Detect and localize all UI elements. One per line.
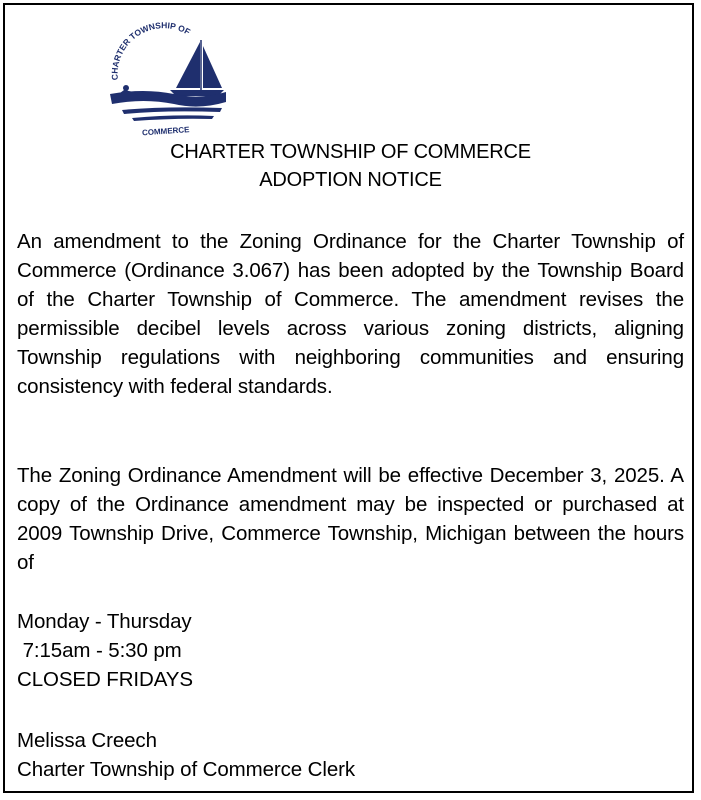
hours-days: Monday - Thursday (17, 610, 192, 633)
sailboat-jib-icon (203, 46, 222, 88)
sailboat-sail-icon (176, 42, 200, 88)
seal-bottom-text: COMMERCE (141, 125, 190, 138)
paragraph-effective-date: The Zoning Ordinance Amendment will be effective December 3, 2025. A copy of the Ordinance amendment may be inspected or purchased at 2009 Township Drive, Commerce Township, Michigan between the hours of (17, 464, 684, 574)
water-line-icon (122, 107, 222, 114)
notice-subtitle: ADOPTION NOTICE (259, 169, 442, 191)
seal-ring-text: CHARTER TOWNSHIP OF (109, 22, 192, 81)
water-line-icon (132, 115, 214, 121)
paragraph-amendment: An amendment to the Zoning Ordinance for the Charter Township of Commerce (Ordinance 3.067) has been adopted by the Township Board of the Charter Township of Commerce. The amendment revises the permissible decibel levels across various zoning districts, aligning Township regulations with neighboring communities and ensuring consistency with federal standards. (17, 230, 684, 398)
notice-title: CHARTER TOWNSHIP OF COMMERCE (170, 141, 531, 163)
signature-title: Charter Township of Commerce Clerk (17, 758, 356, 781)
hours-time: 7:15am - 5:30 pm (17, 639, 182, 662)
hours-closed-note: CLOSED FRIDAYS (17, 668, 193, 691)
township-seal-logo (104, 22, 228, 138)
signature-name: Melissa Creech (17, 729, 157, 752)
svg-text:CHARTER TOWNSHIP OF (110, 22, 192, 81)
